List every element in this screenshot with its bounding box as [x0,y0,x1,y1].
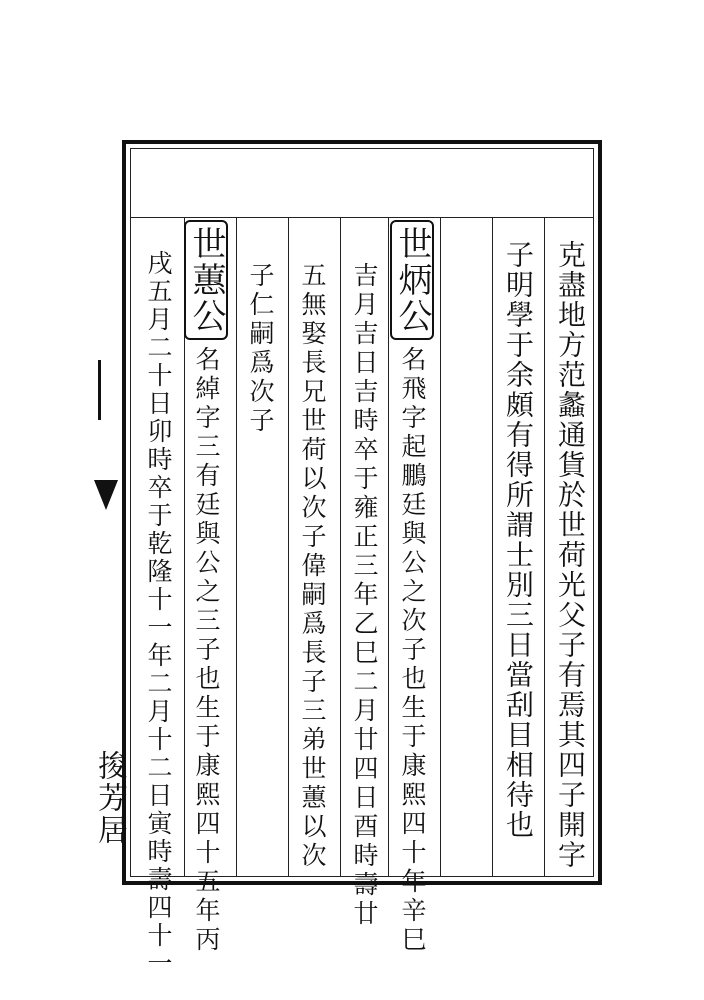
column-text: 名綽字三有廷與公之三子也生于康熙四十五年丙 [192,346,221,955]
text-column-9 [138,250,178,978]
column-text: 克盡地方范蠡通貨於世荷光父子有焉其四子開字 [554,240,587,870]
fishtail-mark-icon [94,480,118,510]
text-column-2 [498,240,538,840]
text-column-6 [292,262,332,871]
column-text: 吉月吉日吉時卒于雍正三年乙巳二月廿四日酉時壽廿 [350,262,379,929]
book-spine-margin [92,130,127,900]
hall-name: 捘芳居 [92,750,127,846]
column-text: 戌五月二十日卯時卒于乾隆十一年二月十二日寅時壽四十一 [144,250,173,978]
text-column-7 [240,262,280,436]
column-divider [544,218,545,877]
column-text: 名飛字起鵬廷與公之次子也生于康熙四十年辛巳 [398,346,427,955]
column-divider [288,218,289,877]
spine-rule-mark [98,360,121,420]
column-divider [340,218,341,877]
text-column-5 [344,262,384,929]
column-text: 子明學于余頗有得所謂士別三日當刮目相待也 [502,240,535,840]
column-text: 五無娶長兄世荷以次子偉嗣爲長子三弟世蕙以次 [298,262,327,871]
person-name-box: 世蕙公 [184,220,228,340]
column-divider [440,218,441,877]
column-divider [236,218,237,877]
column-text: 子仁嗣爲次子 [246,262,275,436]
header-rule [130,217,594,218]
column-divider [388,218,389,877]
text-column-1 [550,240,590,870]
text-column-4 [394,220,434,955]
column-divider [492,218,493,877]
person-name-box: 世炳公 [390,220,434,340]
text-column-8 [188,220,228,955]
